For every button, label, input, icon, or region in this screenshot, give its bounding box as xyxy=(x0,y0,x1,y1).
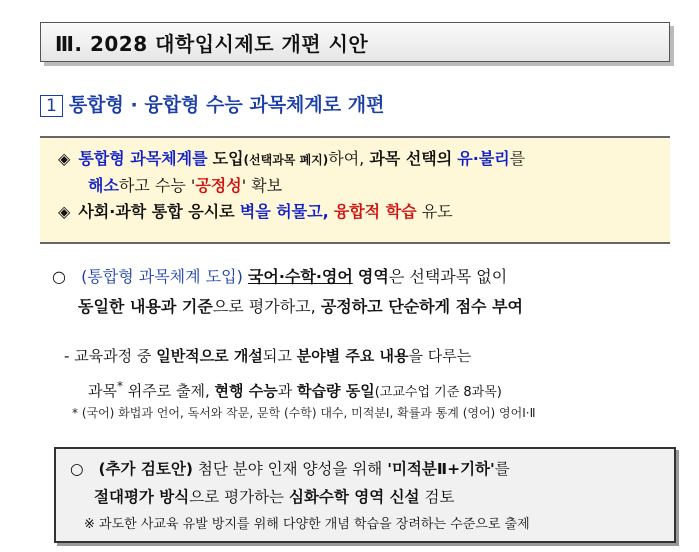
summary-text: 하여, xyxy=(328,149,365,168)
summary-line-3 xyxy=(58,199,660,225)
detail-paragraph xyxy=(64,341,682,408)
diamond-bullet-icon: ◈ xyxy=(58,149,71,168)
box-text: '미적분Ⅱ+기하' xyxy=(387,460,495,478)
detail-text: 학습량 동일 xyxy=(297,382,375,400)
diamond-bullet-icon: ◈ xyxy=(58,202,71,221)
section-heading xyxy=(40,90,384,117)
box-text: 절대평가 방식 xyxy=(94,488,190,506)
footnote: * (국어) 화법과 언어, 독서와 작문, 문학 (수학) 대수, 미적분Ⅰ, 확률과 통계 (영어) 영어Ⅰ·Ⅱ xyxy=(72,406,536,420)
main-text: 공정하고 단순하게 점수 부여 xyxy=(320,297,523,316)
box-text: 으로 평가하는 xyxy=(189,488,285,506)
section-title: 통합형 · 융합형 수능 과목체계로 개편 xyxy=(68,94,385,116)
main-paragraph xyxy=(52,262,682,322)
summary-text: 하고 수능 ' xyxy=(118,176,196,195)
detail-text: 현행 수능 xyxy=(214,382,278,400)
summary-text: 사회·과학 통합 응시로 xyxy=(78,202,235,221)
box-text: (추가 검토안) xyxy=(98,460,193,478)
summary-text: (선택과목 폐지) xyxy=(243,153,329,167)
detail-text: 위주로 출제, xyxy=(127,382,210,400)
summary-line-2 xyxy=(58,173,660,199)
dash-bullet: - xyxy=(64,347,70,365)
detail-text: 을 다루는 xyxy=(408,347,472,365)
circle-bullet-icon: ○ xyxy=(70,460,84,478)
additional-review-box xyxy=(54,447,676,543)
page-title: Ⅲ. 2028 대학입시제도 개편 시안 xyxy=(40,22,670,62)
main-text: 국어·수학·영어 xyxy=(247,267,353,286)
box-text: 검토 xyxy=(424,488,455,506)
circle-bullet-icon: ○ xyxy=(52,267,66,286)
box-text: 첨단 분야 인재 양성을 위해 xyxy=(197,460,383,478)
summary-text: 유도 xyxy=(421,202,453,221)
summary-text: 과목 선택의 xyxy=(369,149,453,168)
detail-text: (고교수업 기준 8과목) xyxy=(374,385,502,400)
detail-text: 과 xyxy=(277,382,293,400)
box-text: 를 xyxy=(494,460,510,478)
detail-text: 일반적으로 개설 xyxy=(156,347,263,365)
summary-text: 해소 xyxy=(88,176,119,195)
main-text: 동일한 내용과 기준 xyxy=(78,297,213,316)
main-text: 영역 xyxy=(357,267,389,286)
summary-text: 를 xyxy=(509,149,526,168)
summary-text: 융합적 학습 xyxy=(333,202,417,221)
summary-text: 공정성 xyxy=(195,176,242,195)
footnote-marker: * xyxy=(116,379,123,393)
summary-text: 벽을 허물고, xyxy=(239,202,329,221)
main-text: 은 선택과목 없이 xyxy=(388,267,508,286)
detail-text: 교육과정 중 xyxy=(74,347,152,365)
main-text: (통합형 과목체계 도입) xyxy=(81,267,243,286)
box-text: 심화수학 영역 신설 xyxy=(288,488,420,506)
summary-text: 통합형 과목체계를 xyxy=(78,149,208,168)
summary-line-1 xyxy=(58,146,660,173)
summary-text: 도입 xyxy=(212,149,244,168)
detail-text: 과목 xyxy=(88,382,117,400)
detail-text: 분야별 주요 내용 xyxy=(296,347,409,365)
box-note: ※ 과도한 사교육 유발 방지를 위해 다양한 개념 학습을 장려하는 수준으로 출제 xyxy=(84,517,530,532)
section-number: 1 xyxy=(40,95,63,117)
summary-text: ' 확보 xyxy=(241,176,283,195)
main-text: 으로 평가하고, xyxy=(212,297,316,316)
summary-text: 유·불리 xyxy=(457,149,510,168)
detail-text: 되고 xyxy=(262,347,292,365)
summary-box xyxy=(40,136,670,244)
